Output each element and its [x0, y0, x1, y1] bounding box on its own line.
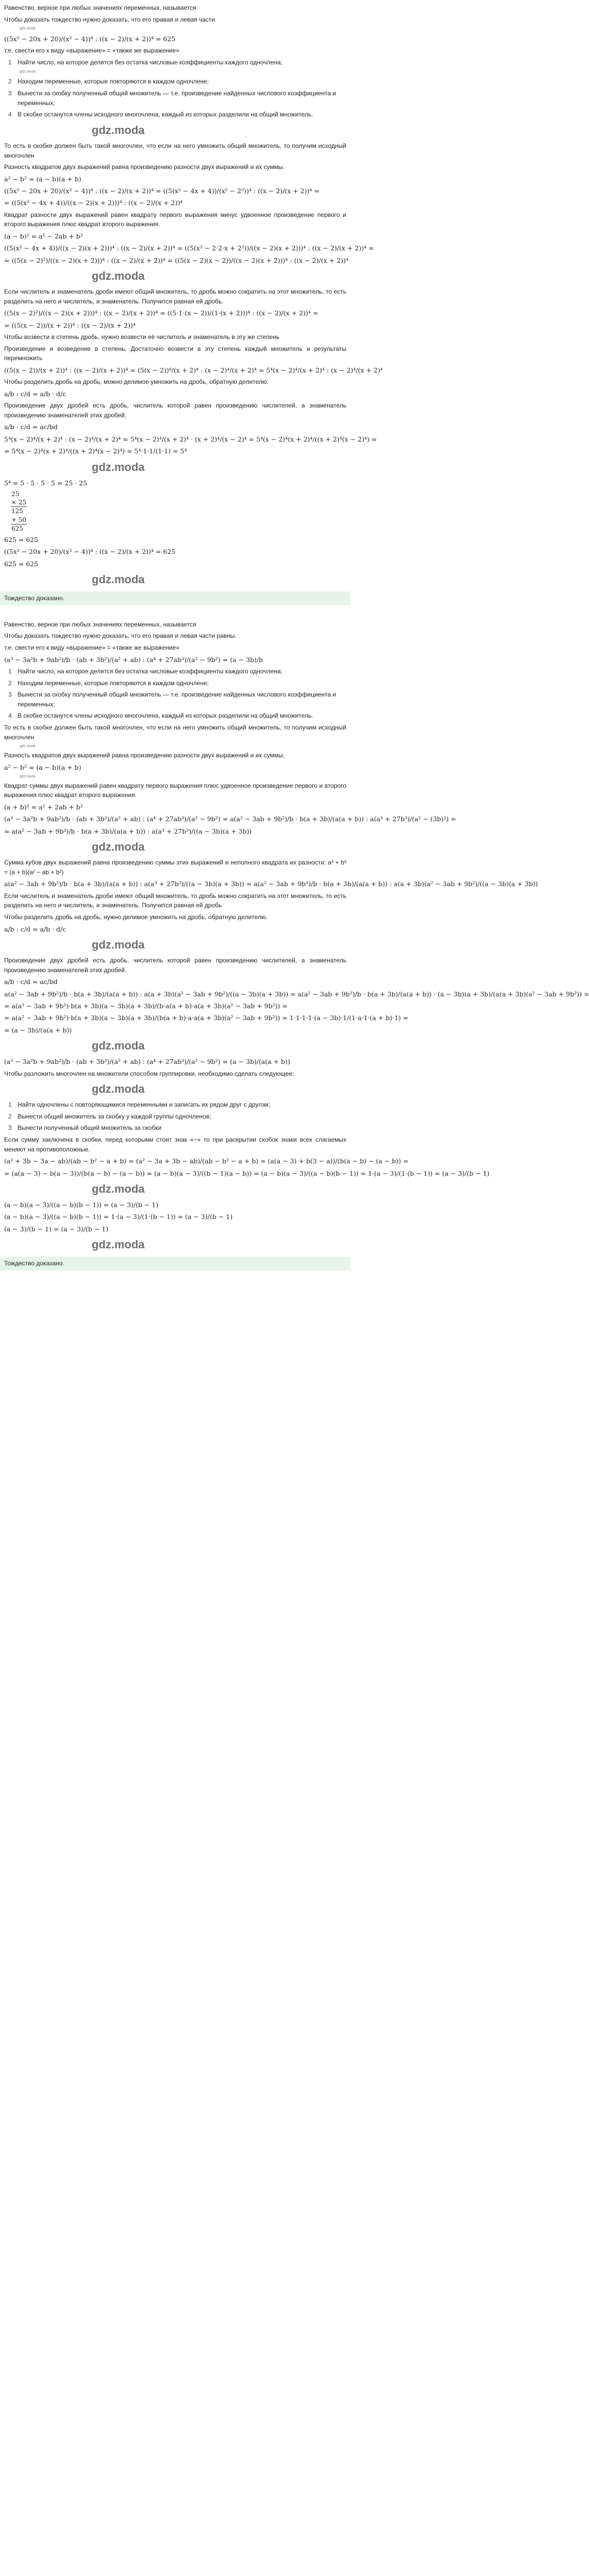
list-item-text: Вынести за скобку полученный общий множитель — т.е. произведение найденных числового коэффициента и переменных; [18, 691, 336, 708]
formula: a/b · c/d = ac/bd [4, 423, 58, 431]
mult-line: 125 [11, 506, 27, 515]
text-intro: Чтобы доказать тождество нужно доказать, что его правая и левая части равны. [4, 632, 237, 640]
formula: ((5(x − 2))/(x + 2))⁴ : ((x − 2)/(x + 2))⁴ = (5(x − 2))⁴/(x + 2)⁴ : (x − 2)⁴/(x + 2)⁴ = 5⁴(x − 2)⁴/(x + 2)⁴ : (x − 2)⁴/(x + 2)⁴ [4, 366, 383, 374]
paragraph: Если числитель и знаменатель дроби имеют общий множитель, то дробь можно сократить на этот множитель, то есть разделить на него и числитель, и знаменатель. Получится равная ей дробь [4, 892, 346, 909]
formula: 5⁴ = 5 · 5 · 5 · 5 = 25 · 25 [4, 479, 88, 487]
formula: ((5x² − 20x + 20)/(x² − 4))⁴ : ((x − 2)/(x + 2))⁴ = 625 [4, 35, 176, 43]
list-item-text: Найти число, на которое делятся без остатка числовые коэффициенты каждого одночлена; [18, 667, 283, 675]
list-item-text: Вынести общий множитель за скобку у каждой группы одночленов; [18, 1112, 211, 1120]
formula: ((5x² − 20x + 20)/(x² − 4))⁴ : ((x − 2)/(x + 2))⁴ = 625 [4, 548, 176, 556]
paragraph: Чтобы разложить многочлен на множители способом группировки, необходимо сделать следующее: [4, 1070, 294, 1077]
formula: a² − b² = (a − b)(a + b) [4, 175, 81, 183]
list-item: 3 Вынести полученный общий множитель за скобки [8, 1123, 346, 1133]
paragraph: Чтобы возвести в степень дробь, нужно возвести её числитель и знаменатель в эту же степень [4, 333, 280, 341]
watermark: gdz.moda [92, 1039, 145, 1053]
list-item: 1 Найти число, на которое делятся без остатка числовые коэффициенты каждого одночлена; [8, 58, 346, 67]
list-item: 4 В скобке останутся члены исходного многочлена, каждый из которых разделили на общий множитель. [8, 711, 346, 721]
list-item: 4 В скобке останутся члены исходного многочлена, каждый из которых разделили на общий множитель. [8, 110, 346, 120]
text-intro: Равенство, верное при любых значениях переменных, называется [4, 4, 196, 11]
formula: = 5⁴(x − 2)⁴(x + 2)⁴/((x + 2)⁴(x − 2)⁴) = 5⁴·1·1/(1·1) = 5⁴ [4, 447, 187, 455]
paragraph: Чтобы разделить дробь на дробь, нужно делимое умножить на дробь, обратную делителю. [4, 913, 268, 921]
formula: (a − b)² = a² − 2ab + b² [4, 232, 83, 240]
paragraph: Чтобы разделить дробь на дробь, можно делимое умножить на дробь, обратную делителю. [4, 378, 269, 386]
formula: = (a − 3b)/(a(a + b)) [4, 1026, 72, 1034]
formula: a/b : c/d = a/b · d/c [4, 925, 66, 933]
formula: = ((5(x − 2)²)/((x − 2)(x + 2)))⁴ : ((x − 2)/(x + 2))⁴ = ((5(x − 2)(x − 2))/((x − 2)(x + 2)))⁴ : ((x − 2)/(x + 2))⁴ [4, 256, 348, 264]
list-item: 2 Находим переменные, которые повторяются в каждом одночлене; [8, 679, 346, 688]
text-intro: т.е. свести его к виду «выражение» = «также же выражение» [4, 47, 179, 55]
formula: 625 = 625 [4, 536, 39, 544]
watermark: gdz.moda [20, 27, 36, 31]
list-item-text: Находим переменные, которые повторяются в каждом одночлене; [18, 78, 209, 86]
watermark: gdz.moda [92, 938, 145, 951]
result-banner [0, 591, 350, 605]
formula: = a(a² − 3ab + 9b²)·b(a + 3b)(a − 3b)(a + 3b)/(b(a + b)·a·a(a + 3b)(a² − 3ab + 9b²)) = 1·1·1·1·(a − 3b)·1/(1·a·1·(a + b)·1) = [4, 1014, 409, 1022]
formula: 5⁴(x − 2)⁴/(x + 2)⁴ : (x − 2)⁴/(x + 2)⁴ = 5⁴(x − 2)⁴/(x + 2)⁴ · (x + 2)⁴/(x − 2)⁴ = 5⁴(x − 2)⁴(x + 2)⁴/((x + 2)⁴(x − 2)⁴) = [4, 435, 377, 443]
formula: (a² + 3b − 3a − ab)/(ab − b² − a + b) = (a² − 3a + 3b − ab)/(ab − b² − a + b) = (a(a − 3) + b(3 − a))/(b(a − b) − (a − b)) = [4, 1157, 409, 1165]
formula: 625 = 625 [4, 560, 39, 568]
list-item: 3 Вынести за скобку полученный общий множитель — т.е. произведение найденных числового коэффициента и переменных; [8, 690, 346, 709]
formula: = a(a² − 3ab + 9b²)·b(a + 3b)(a − 3b)(a + 3b)/(b·a(a + b)·a(a + 3b)(a² − 3ab + 9b²)) = [4, 1002, 288, 1010]
watermark: gdz.moda [20, 744, 36, 749]
watermark: gdz.moda [92, 269, 145, 283]
formula: (a³ − 3a²b + 9ab²)/b · (ab + 3b²)/(a² + ab) : (a⁴ + 27ab³)/(a² − 9b²) = (a − 3b)/b [4, 655, 263, 664]
mult-line: 25 [11, 490, 20, 498]
column-multiplication [11, 490, 346, 533]
formula: ((5(x − 2)²)/((x − 2)(x + 2)))⁴ : ((x − 2)/(x + 2))⁴ = ((5·1·(x − 2))/(1·(x + 2)))⁴ : ((x − 2)/(x + 2))⁴ = [4, 309, 318, 317]
formula: a(a² − 3ab + 9b²)/b · b(a + 3b)/(a(a + b)) : a(a³ + 27b³)/((a − 3b)(a + 3b)) = a(a² − 3ab + 9b²)/b · b(a + 3b)/(a(a + b)) : a(a + 3b)(a² − 3ab + 9b²)/((a − 3b)(a + 3b)) [4, 880, 538, 888]
list-item-text: В скобке останутся члены исходного многочлена, каждый из которых разделили на общий множитель. [18, 111, 313, 118]
formula: a/b · c/d = ac/bd [4, 978, 58, 986]
formula: a/b : c/d = a/b · d/c [4, 389, 66, 398]
watermark: gdz.moda [20, 70, 36, 74]
paragraph: Разность квадратов двух выражений равна произведению разности двух выражений и их суммы. [4, 751, 285, 759]
formula: (a³ − 3a²b + 9ab²)/b · (ab + 3b²)/(a² + ab) : (a⁴ + 27ab³)/(a² − 9b²) = (a − 3b)/(a(a + b)) [4, 1058, 290, 1066]
formula: (a + b)² = a² + 2ab + b² [4, 803, 83, 811]
formula: a(a² − 3ab + 9b²)/b · b(a + 3b)/(a(a + b)) : a(a + 3b)(a² − 3ab + 9b²)/((a − 3b)(a + 3b)) = a(a² − 3ab + 9b²)/b · b(a + 3b)/(a(a + b)) · (a − 3b)(a + 3b)/(a(a + 3b)(a² − 3ab + 9b²)) = [4, 990, 589, 998]
list-item: 1 Найти число, на которое делятся без остатка числовые коэффициенты каждого одночлена; [8, 667, 346, 676]
paragraph: Если сумму заключена в скобки, перед которыми стоит знак «−» то при раскрытии скобок знаки всех слагаемых меняют на противоположные. [4, 1136, 346, 1153]
formula: (a − b)(a − 3)/((a − b)(b − 1)) = (a − 3)/(b − 1) [4, 1201, 159, 1209]
list-item: 2 Находим переменные, которые повторяются в каждом одночлене; [8, 77, 346, 87]
text-intro: т.е. свести его к виду «выражение» = «также же выражение» [4, 644, 179, 651]
watermark: gdz.moda [92, 1182, 145, 1195]
watermark: gdz.moda [92, 840, 145, 854]
watermark: gdz.moda [92, 1238, 145, 1251]
list-item-text: Найти число, на которое делятся без остатка числовые коэффициенты каждого одночлена; [18, 59, 283, 66]
list-item: 3 Вынести за скобку полученный общий множитель — т.е. произведение найденных числового коэффициента и переменных; [8, 89, 346, 108]
paragraph: Квадрат разности двух выражений равен квадрату первого выражения минус удвоенное произведение первого и второго выражения плюс квадрат второго выражения. [4, 211, 346, 228]
formula: a² − b² = (a − b)(a + b) [4, 763, 81, 771]
result-text: Тождество доказано. [4, 1260, 64, 1267]
paragraph: Если числитель и знаменатель дроби имеют общий множитель, то дробь можно сократить на этот множитель, то есть разделить на него и числитель, и знаменатель. Получится равная ей дробь. [4, 288, 346, 305]
watermark: gdz.moda [20, 774, 36, 778]
result-banner [0, 1257, 350, 1270]
watermark: gdz.moda [92, 123, 145, 137]
mult-line: 625 [11, 524, 27, 533]
mult-line: × 25 [11, 499, 27, 506]
watermark: gdz.moda [92, 573, 145, 586]
result-text: Тождество доказано. [4, 595, 64, 602]
formula: = ((5(x − 2))/(x + 2))⁴ : ((x − 2)/(x + 2))⁴ [4, 321, 136, 329]
formula: ((5(x² − 4x + 4))/((x − 2)(x + 2)))⁴ : ((x − 2)/(x + 2))⁴ = ((5(x² − 2·2·x + 2²))/((x − 2)(x + 2)))⁴ : ((x − 2)/(x + 2))⁴ = [4, 244, 374, 252]
list-item-text: В скобке останутся члены исходного многочлена, каждый из которых разделили на общий множитель. [18, 712, 313, 720]
watermark: gdz.moda [92, 1082, 145, 1096]
formula: = a(a² − 3ab + 9b²)/b · b(a + 3b)/(a(a + b)) : a(a³ + 27b³)/((a − 3b)(a + 3b)) [4, 827, 252, 835]
formula: = (a(a − 3) − b(a − 3))/(b(a − b) − (a − b)) = (a − b)(a − 3)/((b − 1)(a − b)) = (a − b)(a − 3)/((a − b)(b − 1)) = 1·(a − 3)/(1·(b − 1)) = (a − 3)/(b − 1) [4, 1169, 490, 1177]
text-intro: Равенство, верное при любых значениях переменных, называется [4, 620, 196, 628]
formula: = ((5(x² − 4x + 4))/((x − 2)(x + 2)))⁴ : ((x − 2)/(x + 2))⁴ [4, 199, 183, 207]
formula: (a − b)(a − 3)/((a − b)(b − 1)) = 1·(a − 3)/(1·(b − 1)) = (a − 3)/(b − 1) [4, 1213, 233, 1221]
list-item-text: Находим переменные, которые повторяются в каждом одночлене; [18, 679, 209, 687]
formula: (a³ − 3a²b + 9ab²)/b · (ab + 3b²)/(a² + ab) : (a⁴ + 27ab³)/(a² − 9b²) = a(a² − 3ab + 9b²)/b · b(a + 3b)/(a(a + b)) : a(a³ + 27b³)/(a² − (3b)²) = [4, 815, 457, 823]
list-item-text: Вынести за скобку полученный общий множитель — т.е. произведение найденных числового коэффициента и переменных; [18, 90, 336, 107]
formula: (a − 3)/(b − 1) = (a − 3)/(b − 1) [4, 1225, 109, 1233]
paragraph: Разность квадратов двух выражений равна произведению разности двух выражений и их суммы. [4, 163, 285, 171]
paragraph: Произведение двух дробей есть дробь, числитель которой равен произведению числителей, а знаменатель произведению знаменателей этих дробей. [4, 402, 346, 419]
text-intro: Чтобы доказать тождество нужно доказать, что его правая и левая части [4, 15, 215, 23]
paragraph: Произведение двух дробей есть дробь, числитель которой равен произведению числителей, а знаменатель произведению знаменателей этих дробей. [4, 957, 346, 974]
paragraph: То есть в скобке должен быть такой многочлен, что если на него умножить общий множитель, то получим исходный многочлен [4, 723, 346, 741]
formula: ((5x² − 20x + 20)/(x² − 4))⁴ : ((x − 2)/(x + 2))⁴ = ((5(x² − 4x + 4))/(x² − 2²))⁴ : ((x − 2)/(x + 2))⁴ = [4, 187, 319, 195]
paragraph: Сумма кубов двух выражений равна произведению суммы этих выражений и неполного квадрата их разности: a³ + b³ = (a + b)(a² − ab + b²) [4, 859, 346, 876]
list-item-text: Вынести полученный общий множитель за скобки [18, 1124, 162, 1132]
watermark: gdz.moda [92, 460, 145, 473]
mult-line: + 50 [11, 516, 27, 523]
paragraph: Квадрат суммы двух выражений равен квадрату первого выражения плюс удвоенное произведение первого и второго выражения плюс квадрат второго выражения. [4, 782, 346, 799]
paragraph: Произведение и возведение в степень. Достаточно возвести в эту степень каждый множитель и результаты перемножить [4, 345, 346, 362]
paragraph: То есть в скобке должен быть такой многочлен, что если на него умножить общий множитель, то получим исходный многочлен [4, 142, 346, 159]
list-item-text: Найти одночлены с повторяющимися переменными и записать их рядом друг с другом; [18, 1101, 270, 1109]
list-item: 1 Найти одночлены с повторяющимися переменными и записать их рядом друг с другом; [8, 1100, 346, 1110]
list-item: 2 Вынести общий множитель за скобку у каждой группы одночленов; [8, 1112, 346, 1122]
